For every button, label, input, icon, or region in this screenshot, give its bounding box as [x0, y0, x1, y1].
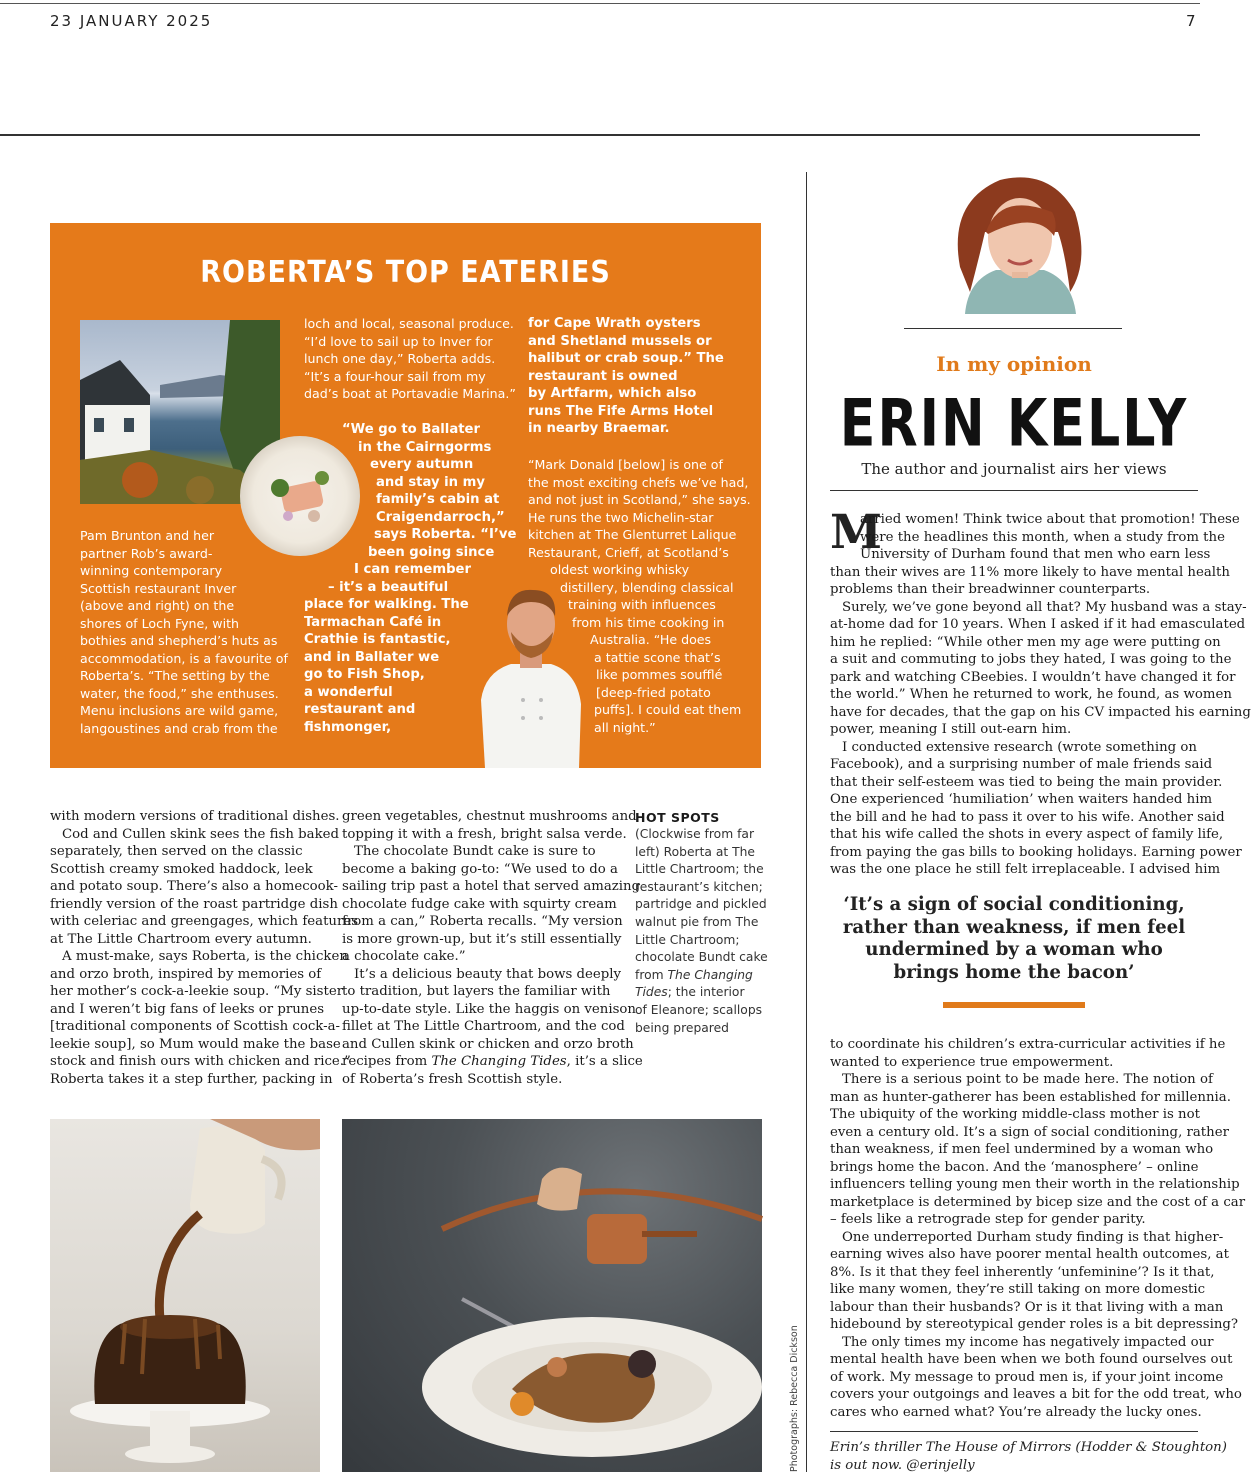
- eateries-box: [50, 223, 761, 768]
- erin-kelly-portrait: [940, 172, 1100, 314]
- drop-cap: M: [830, 505, 883, 560]
- author-footnote: Erin’s thriller The House of Mirrors (Hodder & Stoughton) is out now. @erinjelly: [830, 1440, 1227, 1473]
- top-rule: [0, 3, 1200, 4]
- eateries-col2-ballater: “We go to Ballater in the Cairngorms every autumn and stay in my family’s cabin at Craigendarroch,” says Roberta. “I’ve been going since I can remember – it’s a beautiful place for walking. The Tarmachan Café in Crathie is fantastic, and in Ballater we go to Fish Shop, a wonderful restaurant and fishmonger,: [304, 422, 517, 735]
- columnist-name: ERIN KELLY: [839, 385, 1189, 462]
- header-rule: [0, 134, 1200, 136]
- photo-credit: Photographs: Rebecca Dickson: [789, 1325, 800, 1472]
- opinion-text-part1: arried women! Think twice about that promotion! These were the headlines this month, when a study from the University of Durham found that men who earn less than their wives are 11% more likely to have mental health problems than their breadwinner counterparts. Surely, we’ve gone beyond all that? My husband was a stay- at-home dad for 10 years. When I asked if it had emasculated him he replied: “While other men my age were putting on a suit and commuting to jobs they hated, I was going to the park and watching CBeebies. I wouldn’t have changed it for the world.” When he returned to work, he found, as women have for decades, that the gap on his CV impacted his earning power, meaning I still out-earn him. I conducted extensive research (wrote something on Facebook), and a surprising number of male friends said that their self-esteem was tied to being the main provider. One experienced ‘humiliation’ when waiters handed him the bill and he had to pass it over to his wife. Another said that his wife called the shots in every aspect of family life, from paying the gas bills to booking holidays. Earning power was the one place he still felt irreplaceable. I advised him: [830, 512, 1251, 877]
- opinion-top-rule: [904, 328, 1122, 329]
- footer-rule: [830, 1431, 1198, 1432]
- pull-quote: ‘It’s a sign of social conditioning, rather than weakness, if men feel undermined by a woman who brings home the bacon’: [842, 894, 1186, 983]
- eateries-col3-braemar: for Cape Wrath oysters and Shetland mussels or halibut or crab soup.” The restaurant is owned by Artfarm, which also runs The Fife Arms Hotel in nearby Braemar.: [528, 316, 724, 436]
- eateries-col1-text: Pam Brunton and her partner Rob’s award- winning contemporary Scottish restaurant Inver (above and right) on the shores of Loch Fyne, with bothies and shepherd’s huts as accommodation, is a favourite of Roberta’s. “The setting by the water, the food,” she enthuses. Menu inclusions are wild game, langoustines and crab from the: [80, 528, 288, 736]
- issue-date: 23 JANUARY 2025: [50, 12, 213, 30]
- body-column-2: green vegetables, chestnut mushrooms and topping it with a fresh, bright salsa verde. The chocolate Bundt cake is sure to become a baking go-to: “We used to do a sailing trip past a hotel that served amazing chocolate fudge cake with squirty cream from a can,” Roberta recalls. “My version is more grown-up, but it’s still essentially a chocolate cake.” It’s a delicious beauty that bows deeply to tradition, but layers the familiar with up-to-date style. Like the haggis on venison fillet at The Little Chartroom, and the cod and Cullen skink or chicken and orzo broth recipes from The Changing Tides, it’s a slice of Roberta’s fresh Scottish style.: [342, 809, 643, 1087]
- opinion-kicker: In my opinion: [936, 352, 1092, 376]
- hot-spots-heading: HOT SPOTS: [635, 810, 720, 825]
- eateries-title: ROBERTA’S TOP EATERIES: [200, 255, 611, 290]
- column-divider: [806, 172, 807, 1472]
- opinion-text-part2: to coordinate his children’s extra-curricular activities if he wanted to experience true empowerment. There is a serious point to be made here. The notion of man as hunter-gatherer has been established for millennia. The ubiquity of the working middle-class mother is not even a century old. It’s a sign of social conditioning, rather than weakness, if men feel undermined by a woman who brings home the bacon. And the ‘manosphere’ – online influencers telling young men their worth in the relationship marketplace is determined by bicep size and the cost of a car – feels like a retrograde step for gender parity. One underreported Durham study finding is that higher- earning wives also have poorer mental health outcomes, at 8%. Is it that they feel inherently ‘unfeminine’? Is it that, like many women, they’re still taking on more domestic labour than their husbands? Or is it that living with a man hidebound by stereotypical gender roles is a bit depressing? The only times my income has negatively impacted our mental health have been when we both found ourselves out of work. My message to proud men is, if your joint income covers your outgoings and leaves a bit for the odd treat, who cares who earned what? You’re already the lucky ones.: [830, 1037, 1246, 1420]
- hot-spots-caption: (Clockwise from far left) Roberta at The Little Chartroom; the restaurant’s kitchen; partridge and pickled walnut pie from The Little Chartroom; chocolate Bundt cake from The Changing Tides; the interior of Eleanore; scallops being prepared: [635, 827, 768, 1035]
- opinion-standfirst: The author and journalist airs her views: [861, 460, 1167, 478]
- eateries-col3-mark-donald: “Mark Donald [below] is one of the most exciting chefs we’ve had, and not just in Scotland,” she says. He runs the two Michelin-star kitchen at The Glenturret Lalique Restaurant, Crieff, at Scotland’s oldest working whisky distillery, blending classical training with influences from his time cooking in Australia. “He does a tattie scone that’s like pommes soufflé [deep-fried potato puffs]. I could eat them all night.”: [528, 457, 751, 735]
- body-column-1: with modern versions of traditional dishes. Cod and Cullen skink sees the fish baked separately, then served on the classic Scottish creamy smoked haddock, leek and potato soup. There’s also a homecook- friendly version of the roast partridge dish with celeriac and greengages, which features at The Little Chartroom every autumn. A must-make, says Roberta, is the chicken and orzo broth, inspired by memories of her mother’s cock-a-leekie soup. “My sister and I weren’t big fans of leeks or prunes [traditional components of Scottish cock-a- leekie soup], so Mum would make the base stock and finish ours with chicken and rice.” Roberta takes it a step further, packing in: [50, 809, 359, 1087]
- eateries-col2-intro: loch and local, seasonal produce. “I’d love to sail up to Inver for lunch one day,” Roberta adds. “It’s a four-hour sail from my dad’s boat at Portavadie Marina.”: [304, 316, 516, 401]
- pull-quote-rule: [943, 1002, 1085, 1008]
- standfirst-rule: [830, 490, 1198, 491]
- page-number: 7: [1186, 12, 1196, 30]
- chocolate-bundt-cake-photo: [50, 1119, 320, 1472]
- plated-partridge-dish-photo: [342, 1119, 762, 1472]
